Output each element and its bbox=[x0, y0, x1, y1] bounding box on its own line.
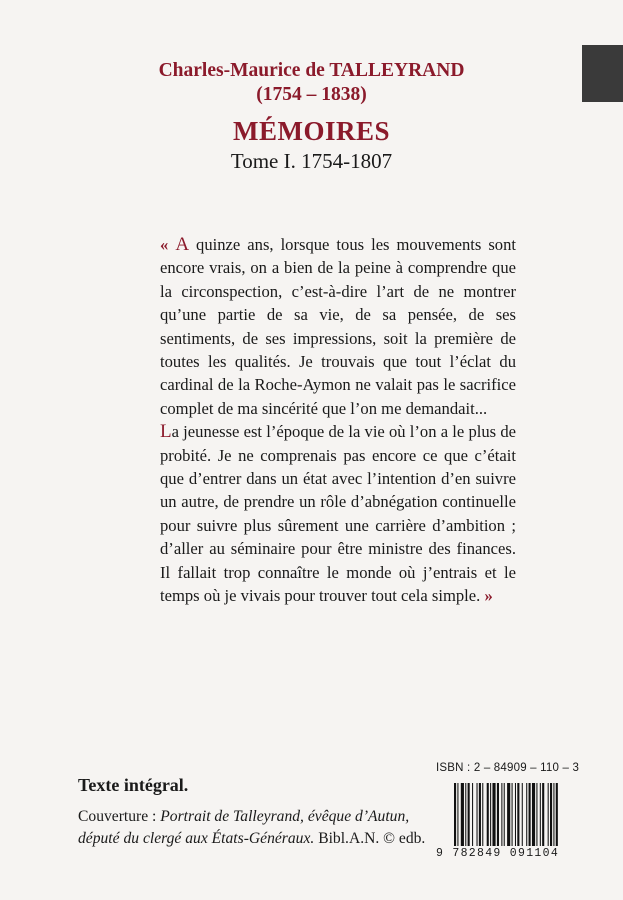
barcode-bar bbox=[477, 783, 478, 846]
barcode-bar bbox=[540, 783, 541, 846]
cover-label: Couverture : bbox=[78, 808, 161, 825]
barcode-bar bbox=[465, 783, 466, 846]
barcode-bar bbox=[461, 783, 464, 846]
barcode-graphic bbox=[453, 783, 596, 846]
barcode-bar bbox=[504, 783, 505, 846]
barcode-bar bbox=[454, 783, 456, 846]
author-dates: (1754 – 1838) bbox=[256, 84, 367, 105]
barcode-bar bbox=[548, 783, 549, 846]
barcode-bar bbox=[526, 783, 527, 846]
barcode-bar bbox=[556, 783, 558, 846]
book-subtitle: Tome I. 1754-1807 bbox=[230, 149, 393, 173]
barcode-bar bbox=[515, 783, 516, 846]
barcode-bar bbox=[550, 783, 552, 846]
barcode-bar bbox=[517, 783, 519, 846]
barcode-bar bbox=[501, 783, 502, 846]
barcode-bar bbox=[492, 783, 495, 846]
header bbox=[0, 58, 623, 107]
cover-rest: Bibl.A.N. © edb. bbox=[314, 830, 426, 847]
quote-block bbox=[160, 233, 516, 608]
isbn-label: ISBN : 2 – 84909 – 110 – 3 bbox=[436, 762, 580, 774]
quote-text-2: a jeunesse est l’époque de la vie où l’on a le plus de probité. Je ne comprenais pas encore ce que c’était que d’entrer dans un état avec l’intention d’en suivre un autre, de prendre un rôle d’abnégation continuelle pour suivre plus sûrement une carrière d’ambition ; d’aller au séminaire pour être ministre des finances. Il fallait trop connaître le monde où j’entrais et le temps où je vivais pour trouver tout cela simple. bbox=[160, 422, 516, 606]
open-quote-mark: « bbox=[160, 235, 169, 254]
barcode-bar bbox=[479, 783, 481, 846]
tagline: Texte intégral. bbox=[78, 775, 189, 795]
barcode-image bbox=[453, 783, 596, 846]
barcode-bar bbox=[522, 783, 523, 846]
barcode-bar bbox=[497, 783, 499, 846]
barcode-bar bbox=[553, 783, 554, 846]
barcode-digits: 9 782849 091104 bbox=[436, 847, 560, 860]
barcode-bar bbox=[457, 783, 458, 846]
barcode-bar bbox=[532, 783, 535, 846]
barcode-bar bbox=[490, 783, 491, 846]
quote-paragraph-2 bbox=[160, 420, 516, 607]
barcode-bar bbox=[472, 783, 473, 846]
book-title: MÉMOIRES bbox=[232, 116, 390, 146]
author-name: Charles-Maurice de TALLEYRAND bbox=[158, 60, 465, 81]
barcode-bar bbox=[482, 783, 483, 846]
quote-text-1: quinze ans, lorsque tous les mouvements sont encore vrais, on a bien de la peine à comprendre que la circonspection, c’est-à-dire l’art de ne montrer qu’une partie de sa vie, de sa pensée, de ses sentiments, de ses impressions, soit la première de toutes les qualités. Je trouvais que tout l’éclat du cardinal de la Roche-Aymon ne valait pas le sacrifice complet de ma sincérité que l’on me demandait... bbox=[160, 235, 516, 418]
drop-initial-a: A bbox=[175, 234, 190, 255]
quote-paragraph-1 bbox=[160, 233, 516, 420]
barcode-bar bbox=[536, 783, 537, 846]
close-quote-mark: » bbox=[484, 586, 493, 606]
barcode-bar bbox=[529, 783, 531, 846]
barcode-bar bbox=[487, 783, 489, 846]
barcode-bar bbox=[507, 783, 510, 846]
barcode-bar bbox=[542, 783, 544, 846]
barcode-bar bbox=[468, 783, 470, 846]
cover-italic: Portrait de Talleyrand, évêque d’Autun, député du clergé aux États-Généraux. bbox=[78, 808, 410, 847]
cover-credit bbox=[78, 806, 438, 850]
drop-initial-l: L bbox=[160, 421, 172, 443]
barcode-bar bbox=[512, 783, 513, 846]
